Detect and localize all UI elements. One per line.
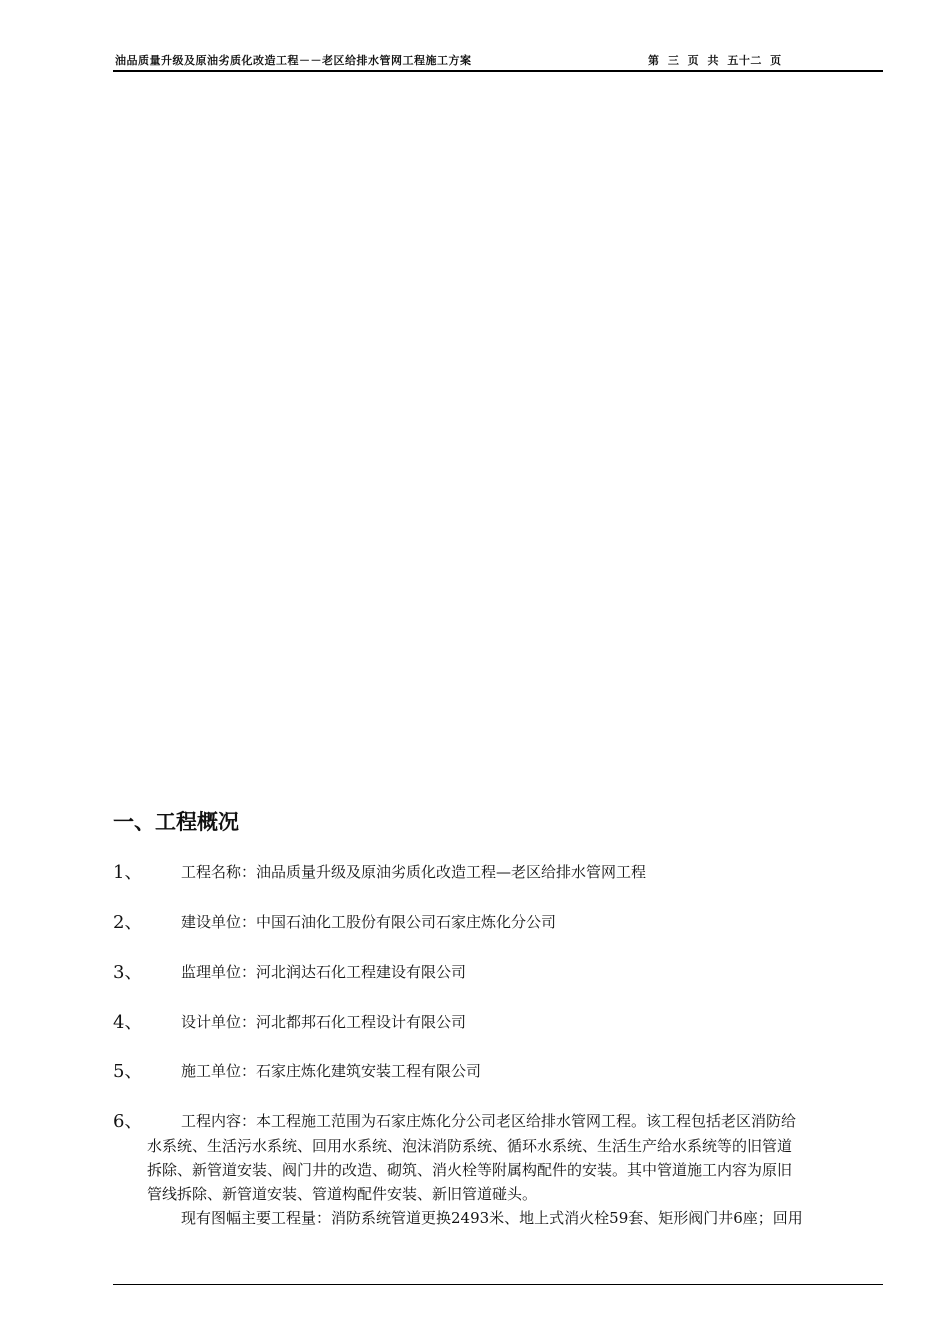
list-item-text: 工程名称：油品质量升级及原油劣质化改造工程—老区给排水管网工程 [181, 863, 647, 881]
footer-divider [113, 1284, 883, 1285]
list-item-number: 3、 [113, 962, 143, 983]
list-item-text: 设计单位：河北都邦石化工程设计有限公司 [181, 1013, 467, 1031]
scope-continuation-line: 拆除、新管道安装、阀门井的改造、砌筑、消火栓等附属构配件的安装。其中管道施工内容为原旧 [147, 1161, 793, 1179]
list-item-number: 4、 [113, 1012, 143, 1033]
section-heading: 一、工程概况 [113, 810, 239, 834]
quantities-paragraph: 现有图幅主要工程量：消防系统管道更换2493米、地上式消火栓59套、矩形阀门井6座；回用 [181, 1209, 803, 1227]
list-item-number: 1、 [113, 862, 143, 883]
list-item-text: 施工单位：石家庄炼化建筑安装工程有限公司 [181, 1062, 482, 1080]
header-document-title: 油品质量升级及原油劣质化改造工程－－老区给排水管网工程施工方案 [115, 54, 472, 67]
scope-continuation-line: 管线拆除、新管道安装、管道构配件安装、新旧管道碰头。 [147, 1185, 538, 1203]
scope-continuation-line: 水系统、生活污水系统、回用水系统、泡沫消防系统、循环水系统、生活生产给水系统等的旧管道 [147, 1137, 793, 1155]
header-page-number: 第 三 页 共 五十二 页 [648, 54, 782, 67]
page-header [113, 50, 883, 68]
list-item-text: 监理单位：河北润达石化工程建设有限公司 [181, 963, 467, 981]
list-item-text: 工程内容：本工程施工范围为石家庄炼化分公司老区给排水管网工程。该工程包括老区消防给 [181, 1112, 797, 1130]
list-item-text: 建设单位：中国石油化工股份有限公司石家庄炼化分公司 [181, 913, 557, 931]
list-item-number: 5、 [113, 1061, 143, 1082]
list-item-number: 6、 [113, 1111, 143, 1132]
header-divider [113, 70, 883, 72]
list-item-number: 2、 [113, 912, 143, 933]
